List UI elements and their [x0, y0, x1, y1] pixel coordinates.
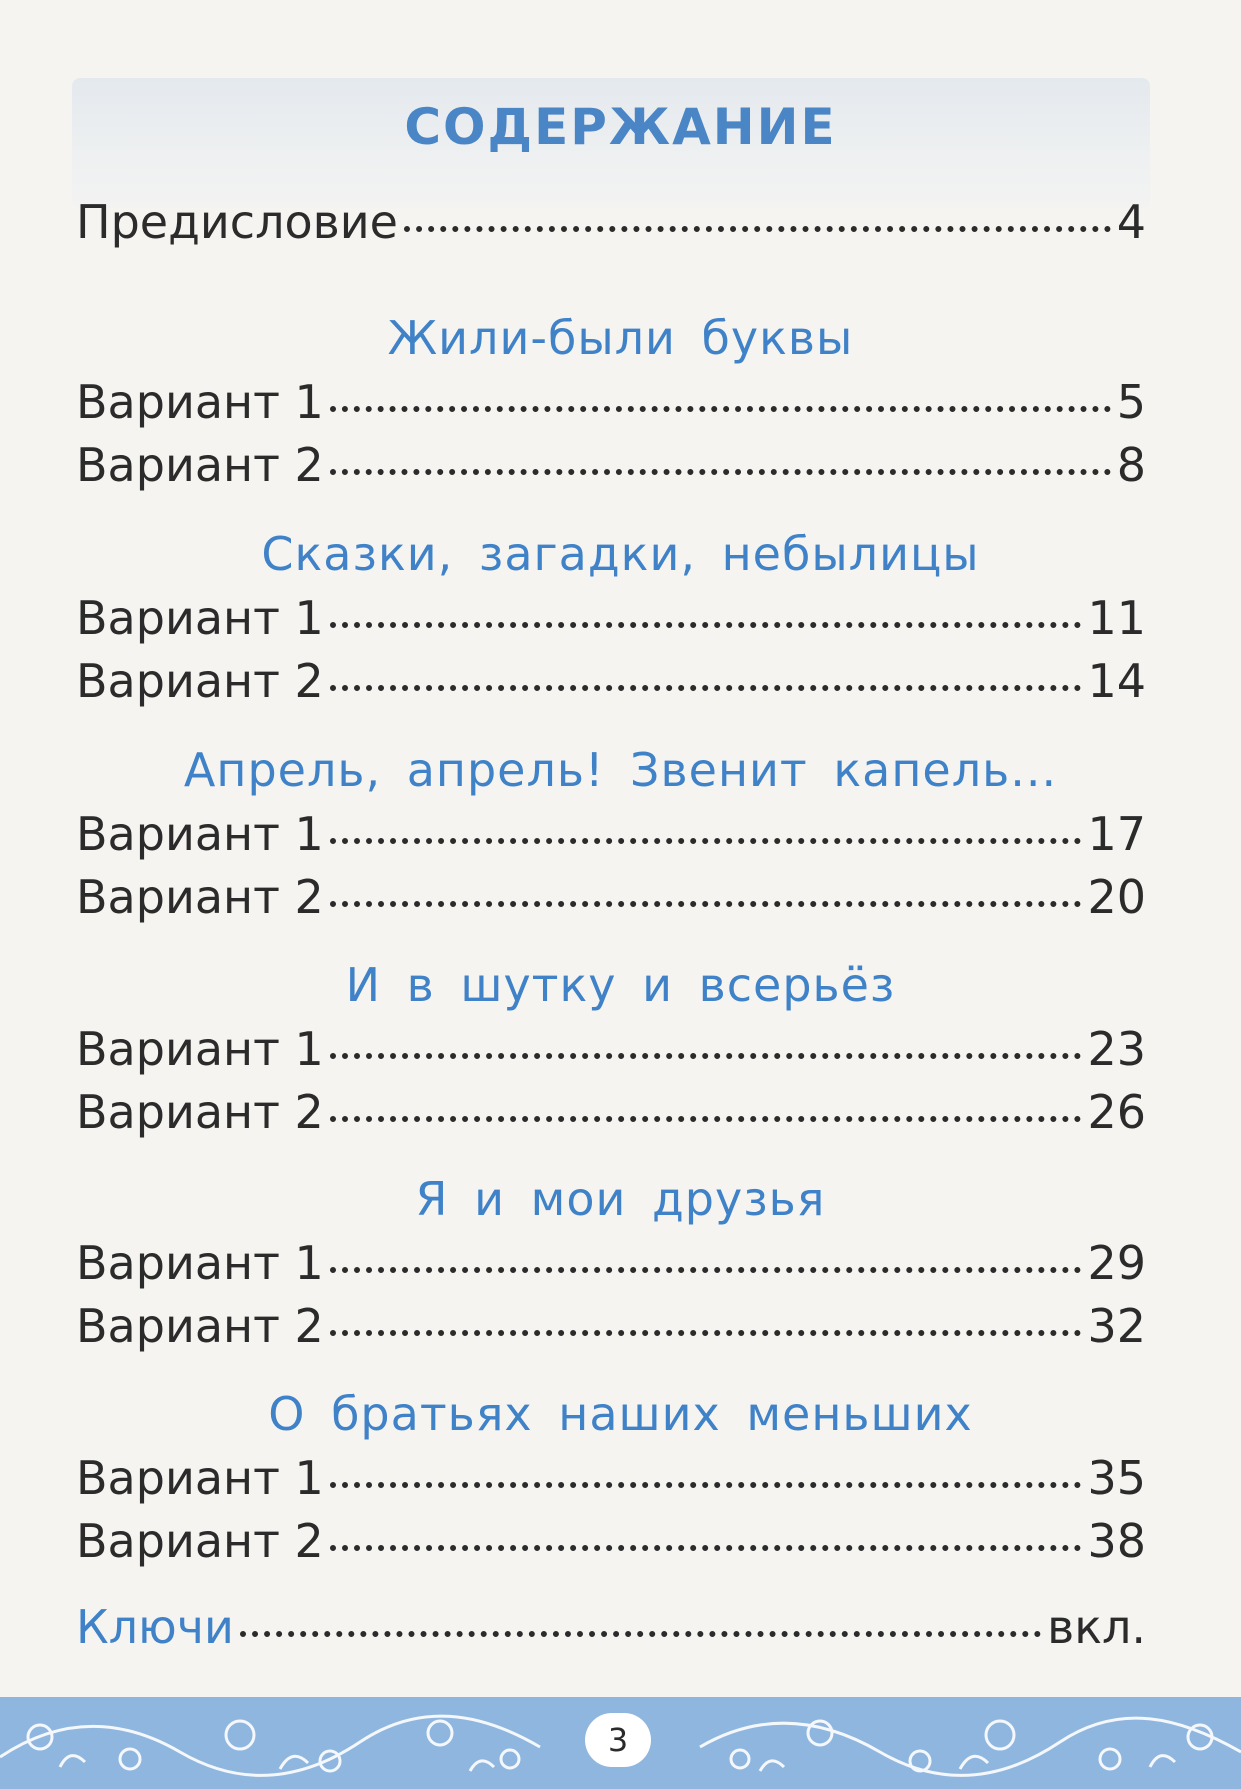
toc-label: Вариант 2: [76, 438, 324, 492]
toc-entry: [76, 1231, 1146, 1295]
toc-entry: [76, 802, 1146, 866]
toc-page-number: 11: [1087, 591, 1146, 645]
toc-label: Вариант 2: [76, 1299, 324, 1353]
toc-label: Предисловие: [76, 195, 398, 249]
dot-leader: [330, 1116, 1082, 1122]
toc-page-number: 29: [1087, 1236, 1146, 1290]
section-title: Сказки, загадки, небылицы: [261, 527, 980, 581]
toc-entry: [76, 370, 1146, 434]
page-title: СОДЕРЖАНИЕ: [404, 98, 837, 156]
dot-leader: [330, 1267, 1082, 1273]
toc-entry: [76, 1446, 1146, 1510]
dot-leader: [330, 1330, 1082, 1336]
toc-entry: [76, 1080, 1146, 1144]
toc-label: Вариант 1: [76, 1451, 324, 1505]
toc-page-number: 38: [1087, 1514, 1146, 1568]
toc-page-number: 14: [1087, 654, 1146, 708]
page-number: 3: [585, 1713, 651, 1767]
section-title: Жили-были буквы: [387, 311, 854, 365]
toc-label: Вариант 2: [76, 654, 324, 708]
toc-entry: [76, 649, 1146, 713]
toc-entry: [76, 433, 1146, 497]
toc-page-number: вкл.: [1047, 1600, 1146, 1654]
dot-leader: [330, 622, 1082, 628]
dot-leader: [330, 406, 1111, 412]
toc-page-number: 32: [1087, 1299, 1146, 1353]
dot-leader: [404, 226, 1111, 232]
toc-page-number: 23: [1087, 1022, 1146, 1076]
toc-label: Ключи: [76, 1600, 234, 1654]
toc-label: Вариант 1: [76, 591, 324, 645]
toc-label: Вариант 2: [76, 870, 324, 924]
toc-label: Вариант 1: [76, 807, 324, 861]
toc-label: Вариант 2: [76, 1514, 324, 1568]
toc-label: Вариант 1: [76, 375, 324, 429]
toc-page-number: 8: [1116, 438, 1146, 492]
section-title: Апрель, апрель! Звенит капель...: [183, 743, 1058, 797]
section-title: И в шутку и всерьёз: [345, 958, 896, 1012]
toc-page-number: 20: [1087, 870, 1146, 924]
section-title: Я и мои друзья: [415, 1172, 826, 1226]
toc-entry: [76, 1017, 1146, 1081]
toc-page-number: 4: [1116, 195, 1146, 249]
dot-leader: [240, 1631, 1041, 1637]
toc-entry: [76, 1509, 1146, 1573]
toc-entry: [76, 586, 1146, 650]
toc-page-number: 35: [1087, 1451, 1146, 1505]
toc-label: Вариант 1: [76, 1236, 324, 1290]
dot-leader: [330, 1053, 1082, 1059]
toc-page-number: 5: [1116, 375, 1146, 429]
dot-leader: [330, 838, 1082, 844]
dot-leader: [330, 1482, 1082, 1488]
dot-leader: [330, 1545, 1082, 1551]
toc-entry: [76, 865, 1146, 929]
section-title: О братьях наших меньших: [268, 1387, 973, 1441]
toc-entry: [76, 1294, 1146, 1358]
dot-leader: [330, 901, 1082, 907]
dot-leader: [330, 469, 1111, 475]
toc-entry-keys: [76, 1595, 1146, 1659]
toc-entry-preface: [76, 190, 1146, 254]
toc-page-number: 26: [1087, 1085, 1146, 1139]
dot-leader: [330, 685, 1082, 691]
toc-label: Вариант 1: [76, 1022, 324, 1076]
toc-page-number: 17: [1087, 807, 1146, 861]
toc-label: Вариант 2: [76, 1085, 324, 1139]
